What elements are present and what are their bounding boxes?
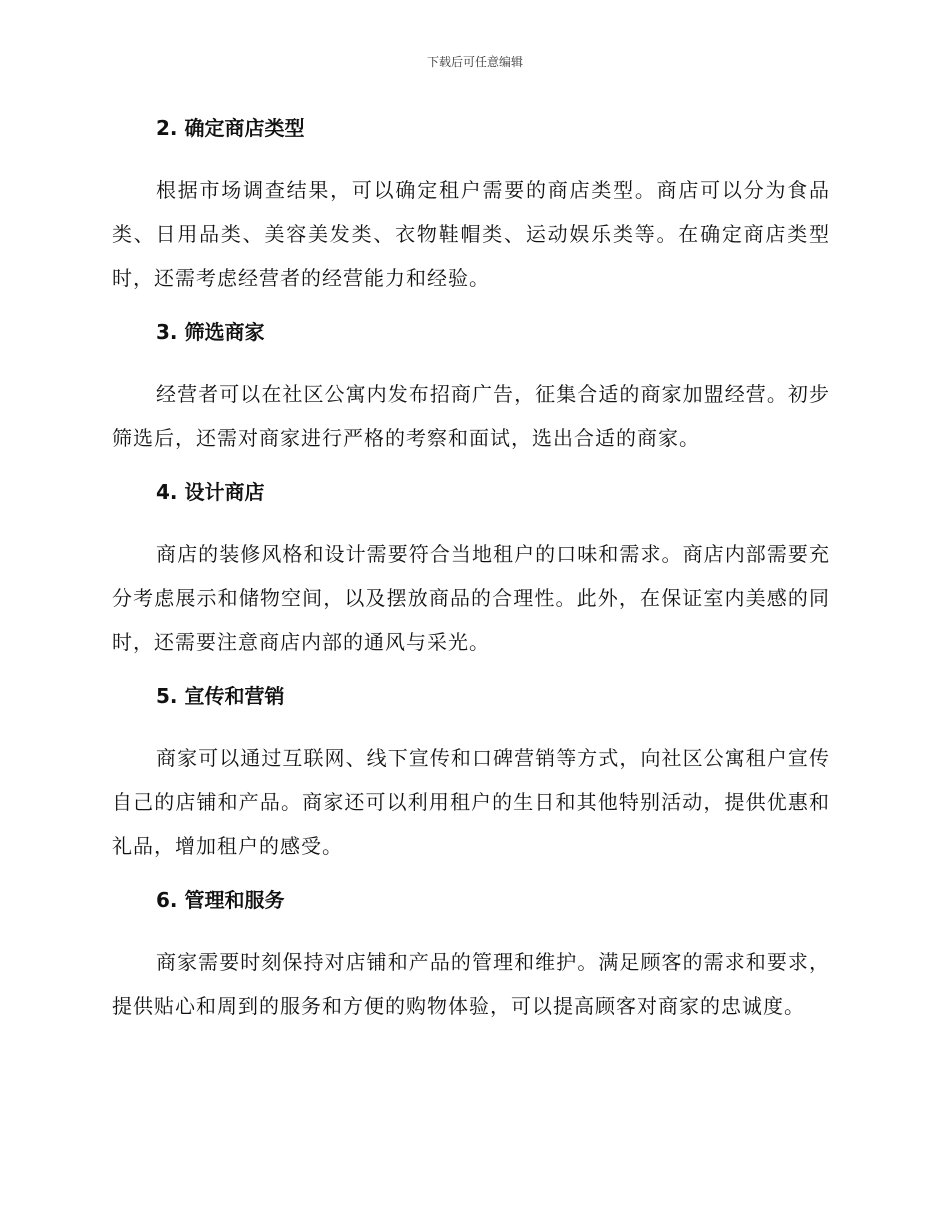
section-promotion-marketing [112,680,830,868]
section-management-service [112,884,830,1028]
page-header-note: 下载后可任意编辑 [426,55,523,69]
section-shop-type [112,112,830,300]
section-paragraph: 商家需要时刻保持对店铺和产品的管理和维护。满足顾客的需求和要求，提供贴心和周到的服务和方便的购物体验，可以提高顾客对商家的忠诚度。 [112,950,830,1018]
section-design-shop [112,476,830,664]
section-heading: 6. 管理和服务 [156,888,285,912]
section-heading: 3. 筛选商家 [156,320,265,344]
section-paragraph: 商店的装修风格和设计需要符合当地租户的口味和需求。商店内部需要充分考虑展示和储物空间，以及摆放商品的合理性。此外，在保证室内美感的同时，还需要注意商店内部的通风与采光。 [112,542,830,654]
document-body [112,112,830,1028]
section-paragraph: 经营者可以在社区公寓内发布招商广告，征集合适的商家加盟经营。初步筛选后，还需对商家进行严格的考察和面试，选出合适的商家。 [112,382,830,450]
section-screen-merchants [112,316,830,460]
section-paragraph: 商家可以通过互联网、线下宣传和口碑营销等方式，向社区公寓租户宣传自己的店铺和产品。商家还可以利用租户的生日和其他特别活动，提供优惠和礼品，增加租户的感受。 [112,746,830,858]
section-heading: 4. 设计商店 [156,480,265,504]
section-heading: 5. 宣传和营销 [156,684,285,708]
section-paragraph: 根据市场调查结果，可以确定租户需要的商店类型。商店可以分为食品类、日用品类、美容美发类、衣物鞋帽类、运动娱乐类等。在确定商店类型时，还需考虑经营者的经营能力和经验。 [112,178,830,290]
section-heading: 2. 确定商店类型 [156,116,305,140]
